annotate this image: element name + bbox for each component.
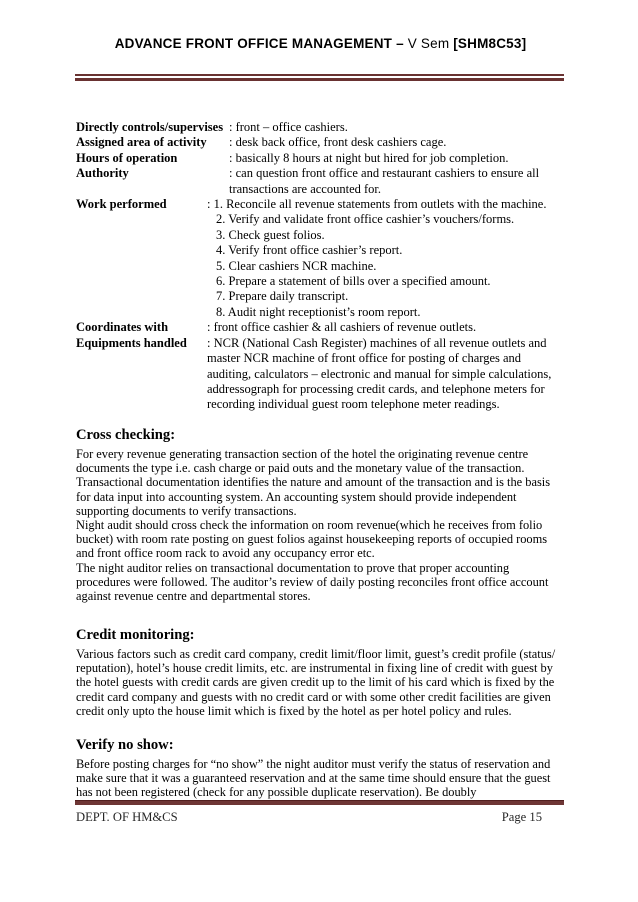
paragraph: Before posting charges for “no show” the night auditor must verify the status of reservation and make sure that it was a guaranteed reservation and at the same time should ensure that the guest has not been registered (check for any possible duplicate reservation). Be doubly [76, 757, 551, 800]
section-verify-no-show [76, 736, 565, 800]
duty-label: Directly controls/supervises [76, 120, 224, 134]
duty-label: Coordinates with [76, 320, 169, 335]
section-credit-monitoring [76, 626, 565, 718]
title-text-code: [SHM8C53] [453, 36, 527, 51]
title-text-sem: V Sem [407, 36, 454, 51]
footer-page-number: Page 15 [501, 810, 542, 824]
paragraph: Night audit should cross check the information on room revenue(which he receives from folio bucket) with room rate posting on guest folios against housekeeping reports of occupied rooms and front office room rack to avoid any occupancy error etc. [76, 518, 548, 561]
work-performed-line: 7. Prepare daily transcript. [216, 289, 349, 304]
duties-list [76, 120, 565, 413]
header-rule [75, 74, 564, 81]
duty-label: Authority [76, 166, 129, 181]
work-performed-line: 8. Audit night receptionist’s room report. [216, 304, 421, 319]
duty-row [76, 320, 565, 335]
duty-row [76, 135, 565, 150]
paragraph: The night auditor relies on transactional documentation to prove that proper accounting procedures were followed. The auditor’s review of daily posting reconciles front office account against revenue centre and departmental stores. [76, 560, 549, 604]
duty-value: : desk back office, front desk cashiers cage. [229, 135, 447, 150]
duty-row [76, 197, 565, 320]
footer-rule [75, 800, 564, 805]
section-cross-checking [76, 426, 565, 603]
paragraph: For every revenue generating transaction section of the hotel the originating revenue centre documents the type i.e. cash charge or paid outs and the monetary value of the transaction. Transactional documentation identifies the nature and amount of the transaction and is the basis for data input into accounting system. An accounting system should provide independent supporting documents to verify transactions. [76, 447, 551, 518]
duty-value: : front office cashier & all cashiers of revenue outlets. [207, 320, 477, 335]
work-performed-lines [207, 197, 565, 320]
work-performed-line: 5. Clear cashiers NCR machine. [216, 258, 377, 273]
section-heading: Cross checking: [76, 427, 176, 443]
duty-row [76, 120, 565, 135]
work-performed-line: 2. Verify and validate front office cashier’s vouchers/forms. [216, 212, 515, 227]
duty-label: Hours of operation [76, 150, 178, 165]
document-title [76, 36, 565, 51]
duty-row [76, 166, 565, 197]
footer-dept-label: DEPT. OF HM&CS [76, 810, 178, 824]
duty-label: Work performed [76, 197, 167, 212]
duty-value: : basically 8 hours at night but hired for job completion. [229, 150, 509, 165]
page-footer [76, 810, 564, 825]
paragraph: Various factors such as credit card company, credit limit/floor limit, guest’s credit profile (status/ reputation), hotel’s house credit limits, etc. are instrumental in fixing line of credit with guest by the hotel guests with credit cards are given credit up to the limit of his card which is fixed by the credit card company and guests with no credit card or with some other credit facilities are given credit only upto the house limit which is fixed by the hotel as per hotel policy and rules. [76, 647, 556, 718]
duty-label: Equipments handled [76, 335, 187, 350]
work-performed-line: : 1. Reconcile all revenue statements from outlets with the machine. [207, 197, 547, 212]
duty-value: : NCR (National Cash Register) machines of all revenue outlets and master NCR machine of front office for posting of charges and auditing, calculators – electronic and manual for simple calculations, addressograph for processing credit cards, and telephone meters for recording individual guest room telephone meter readings. [207, 335, 552, 412]
duty-value: : can question front office and restaurant cashiers to ensure all transactions are accounted for. [229, 166, 540, 196]
duty-value: : front – office cashiers. [229, 120, 348, 134]
work-performed-line: 3. Check guest folios. [216, 227, 325, 242]
duty-row [76, 151, 565, 166]
section-heading: Verify no show: [76, 737, 174, 753]
work-performed-line: 6. Prepare a statement of bills over a specified amount. [216, 274, 491, 289]
title-text-main: ADVANCE FRONT OFFICE MANAGEMENT – [114, 36, 408, 51]
duty-label: Assigned area of activity [76, 135, 207, 150]
work-performed-line: 4. Verify front office cashier’s report. [216, 243, 403, 258]
section-heading: Credit monitoring: [76, 627, 195, 643]
duty-row [76, 336, 565, 413]
